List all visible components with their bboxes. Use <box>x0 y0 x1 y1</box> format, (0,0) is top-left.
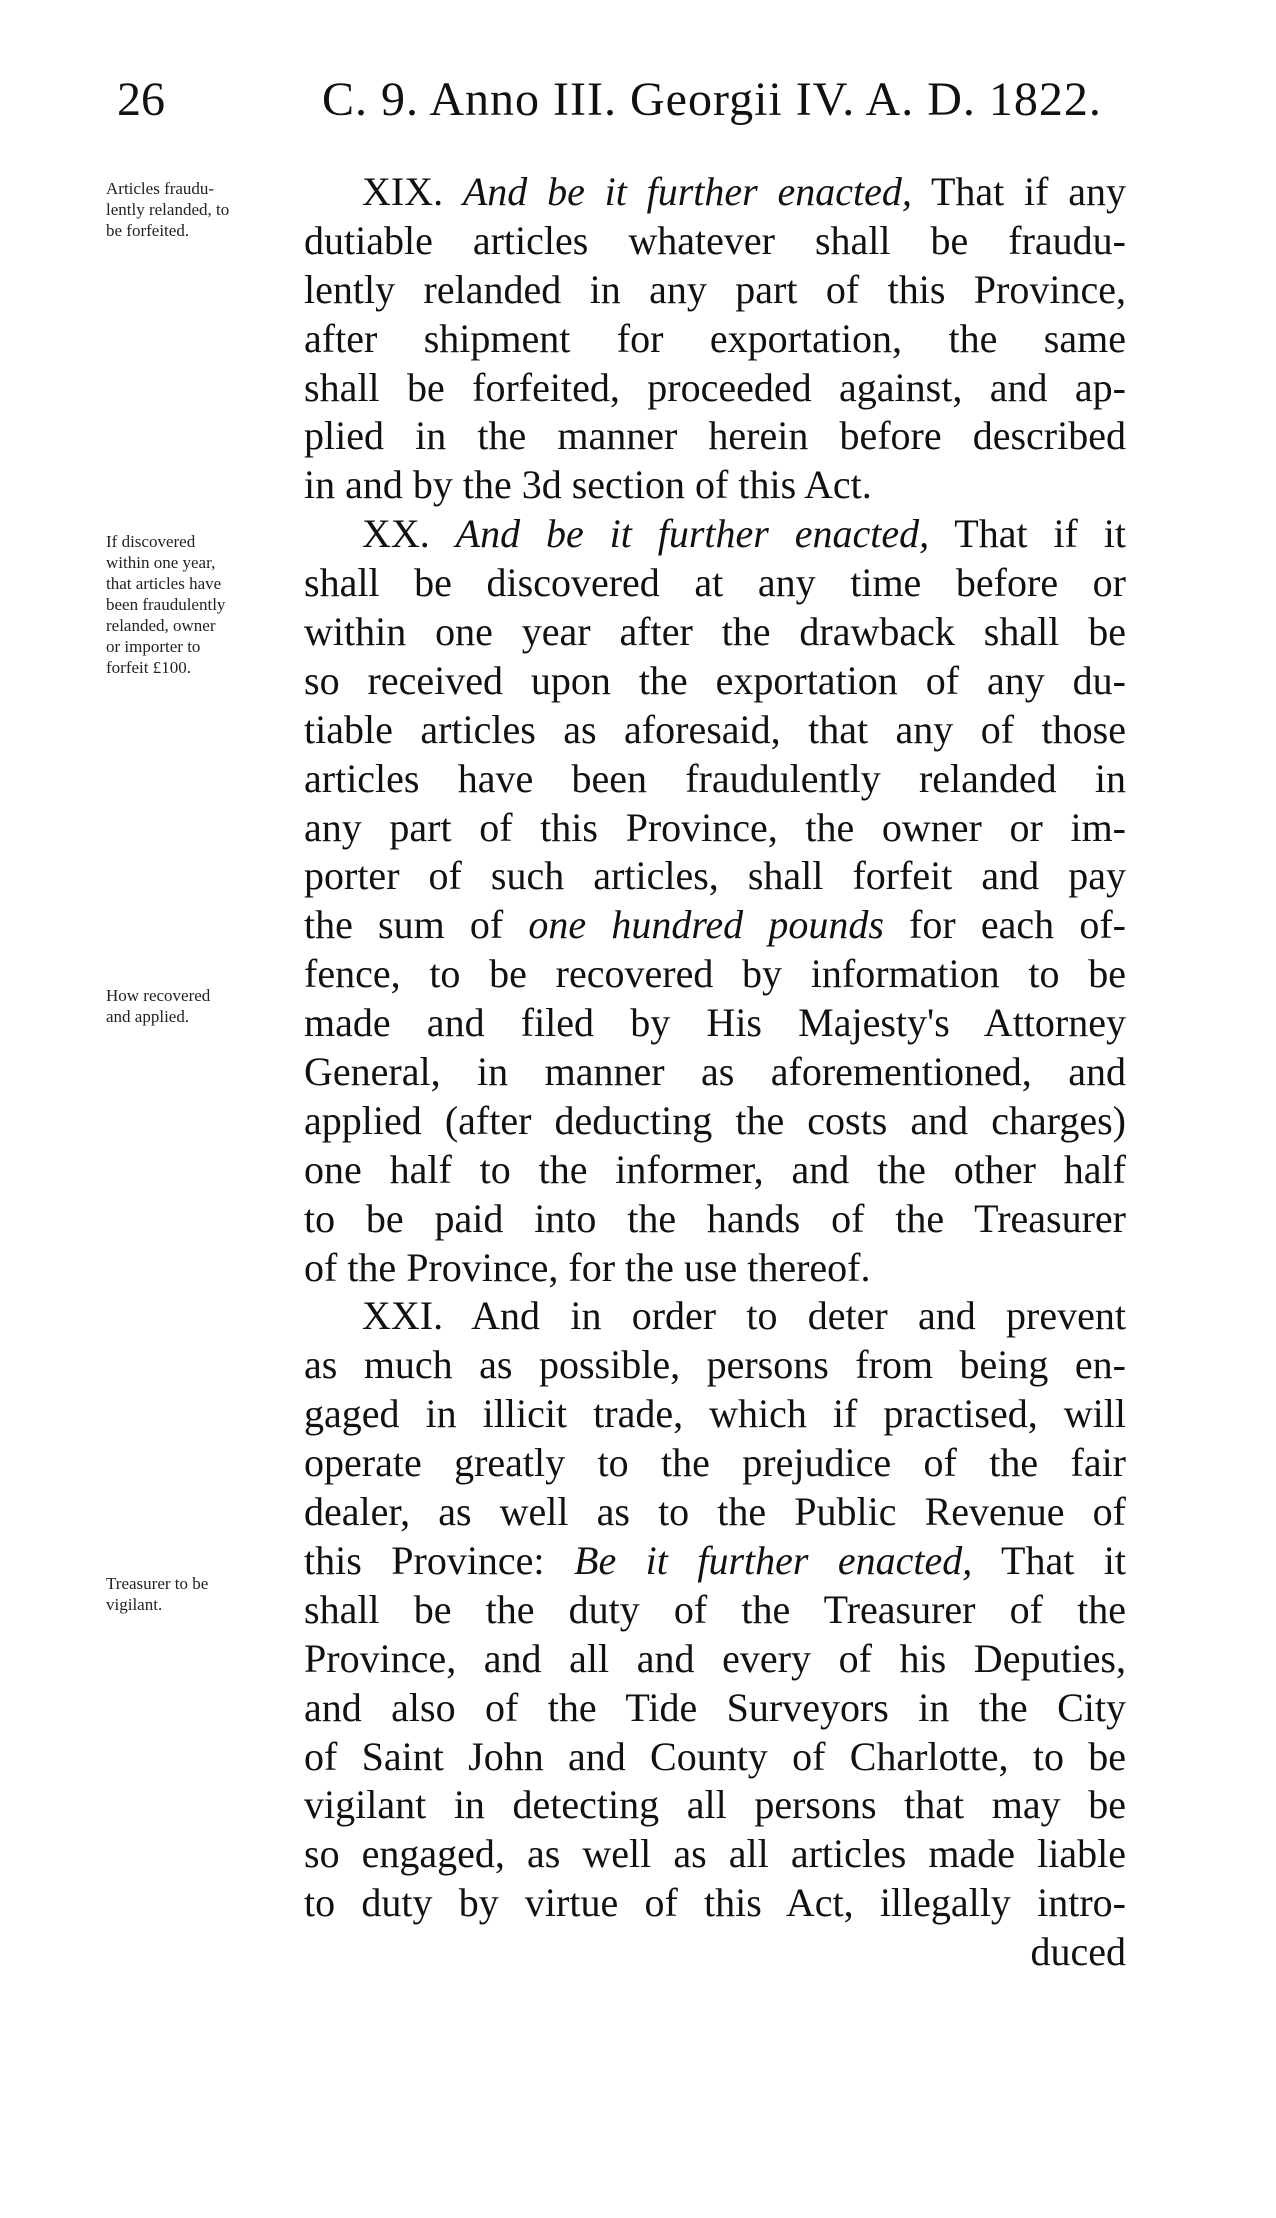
margin-note-discovered <box>106 531 298 678</box>
margin-note-line: forfeit £100. <box>106 658 191 677</box>
text-line <box>304 168 1126 217</box>
text-line <box>304 315 1126 364</box>
text-run: as much as possible, persons from being en- <box>304 1342 1126 1388</box>
italic-phrase: And be it further enacted, <box>462 169 912 214</box>
margin-note-line: or importer to <box>106 637 201 656</box>
text-run: one half to the informer, and the other half <box>304 1146 1126 1192</box>
text-run: shall be forfeited, proceeded against, and ap- <box>304 364 1126 410</box>
text-line <box>304 755 1126 804</box>
text-line <box>304 510 1126 559</box>
text-run: any part of this Province, the owner or im- <box>304 804 1126 850</box>
running-title: C. 9. Anno III. Georgii IV. A. D. 1822. <box>322 73 1102 126</box>
text-run: plied in the manner herein before described <box>304 413 1126 459</box>
text-line <box>304 1048 1126 1097</box>
text-run: operate greatly to the prejudice of the fair <box>304 1440 1126 1486</box>
margin-note-recovered <box>106 985 298 1027</box>
margin-note-line: relanded, owner <box>106 616 216 635</box>
text-line <box>304 1733 1126 1782</box>
text-run: after shipment for exportation, the same <box>304 315 1126 361</box>
text-run: That if any <box>911 169 1127 214</box>
text-run: XX. <box>362 511 456 557</box>
text-line <box>304 559 1126 608</box>
text-run: made and filed by His Majesty's Attorney <box>304 1000 1126 1046</box>
text-line <box>304 461 1126 510</box>
text-run: applied (after deducting the costs and charges) <box>304 1097 1126 1143</box>
text-run: porter of such articles, shall forfeit and pay <box>304 853 1126 899</box>
text-line <box>304 901 1126 950</box>
text-line <box>304 1341 1126 1390</box>
text-line <box>304 608 1126 657</box>
text-line <box>304 412 1126 461</box>
italic-phrase: Be it further enacted, <box>574 1537 973 1583</box>
body-text <box>304 168 1126 1977</box>
text-line <box>304 266 1126 315</box>
text-line <box>304 1390 1126 1439</box>
text-line <box>304 1879 1126 1928</box>
text-line <box>304 852 1126 901</box>
text-run: the sum of <box>304 902 529 948</box>
margin-note-line: How recovered <box>106 986 211 1005</box>
margin-note-line: and applied. <box>106 1007 190 1026</box>
text-line <box>304 1097 1126 1146</box>
italic-phrase: And be it further enacted, <box>455 511 930 557</box>
text-run: to be paid into the hands of the Treasurer <box>304 1195 1126 1241</box>
text-line <box>304 1146 1126 1195</box>
margin-note-line: that articles have <box>106 574 222 593</box>
text-run: General, in manner as aforementioned, and <box>304 1049 1126 1095</box>
text-run: this Province: <box>304 1537 575 1583</box>
text-line <box>304 1781 1126 1830</box>
italic-phrase: one hundred pounds <box>528 902 884 948</box>
text-run: shall be the duty of the Treasurer of the <box>304 1586 1126 1632</box>
margin-note-line: lently relanded, to <box>106 200 230 219</box>
text-run: so engaged, as well as all articles made liable <box>304 1831 1126 1877</box>
text-run: of Saint John and County of Charlotte, to be <box>304 1733 1126 1779</box>
margin-note-line: vigilant. <box>106 1595 163 1614</box>
margin-note-forfeited <box>106 178 298 241</box>
text-line <box>304 1439 1126 1488</box>
text-run: gaged in illicit trade, which if practised, will <box>304 1391 1126 1437</box>
text-run: That if it <box>929 511 1126 557</box>
margin-note-treasurer <box>106 1573 298 1615</box>
text-run: Province, and all and every of his Deputies, <box>304 1635 1126 1681</box>
margin-note-line: be forfeited. <box>106 221 190 240</box>
text-line <box>304 657 1126 706</box>
text-line <box>304 1537 1126 1586</box>
text-run: dutiable articles whatever shall be fraudu- <box>304 217 1126 263</box>
text-run: so received upon the exportation of any du- <box>304 657 1126 703</box>
margin-note-line: been fraudulently <box>106 595 226 614</box>
text-run: in and by the 3d section of this Act. <box>304 462 872 508</box>
margin-note-line: Articles fraudu- <box>106 179 215 198</box>
text-line <box>304 1195 1126 1244</box>
text-run: tiable articles as aforesaid, that any of those <box>304 706 1126 752</box>
text-run: lently relanded in any part of this Province, <box>304 266 1126 312</box>
text-line <box>304 1244 1126 1293</box>
page-number: 26 <box>117 73 165 126</box>
text-line <box>304 364 1126 413</box>
text-line <box>304 1635 1126 1684</box>
text-line <box>304 804 1126 853</box>
text-run: articles have been fraudulently relanded in <box>304 755 1126 801</box>
text-line <box>304 1830 1126 1879</box>
text-line <box>304 999 1126 1048</box>
text-line <box>304 950 1126 999</box>
text-line <box>304 217 1126 266</box>
text-line <box>304 1488 1126 1537</box>
text-line <box>304 706 1126 755</box>
margin-note-line: If discovered <box>106 532 196 551</box>
margin-note-line: Treasurer to be <box>106 1574 209 1593</box>
text-line <box>304 1292 1126 1341</box>
text-run: for each of- <box>883 902 1126 948</box>
text-line <box>304 1928 1126 1977</box>
margin-note-line: within one year, <box>106 553 216 572</box>
text-run: XXI. And in order to deter and prevent <box>362 1293 1126 1339</box>
text-line <box>304 1684 1126 1733</box>
text-run: within one year after the drawback shall be <box>304 609 1126 655</box>
text-run: of the Province, for the use thereof. <box>304 1244 871 1290</box>
text-run: and also of the Tide Surveyors in the City <box>304 1684 1126 1730</box>
text-run: fence, to be recovered by information to be <box>304 951 1126 997</box>
text-line <box>304 1586 1126 1635</box>
text-run: shall be discovered at any time before or <box>304 560 1126 606</box>
text-run: XIX. <box>362 169 463 214</box>
text-run: duced <box>1030 1929 1126 1975</box>
text-run: vigilant in detecting all persons that may be <box>304 1782 1126 1828</box>
text-run: That it <box>972 1537 1127 1583</box>
text-run: to duty by virtue of this Act, illegally intro- <box>304 1880 1126 1926</box>
text-run: dealer, as well as to the Public Revenue of <box>304 1489 1126 1535</box>
